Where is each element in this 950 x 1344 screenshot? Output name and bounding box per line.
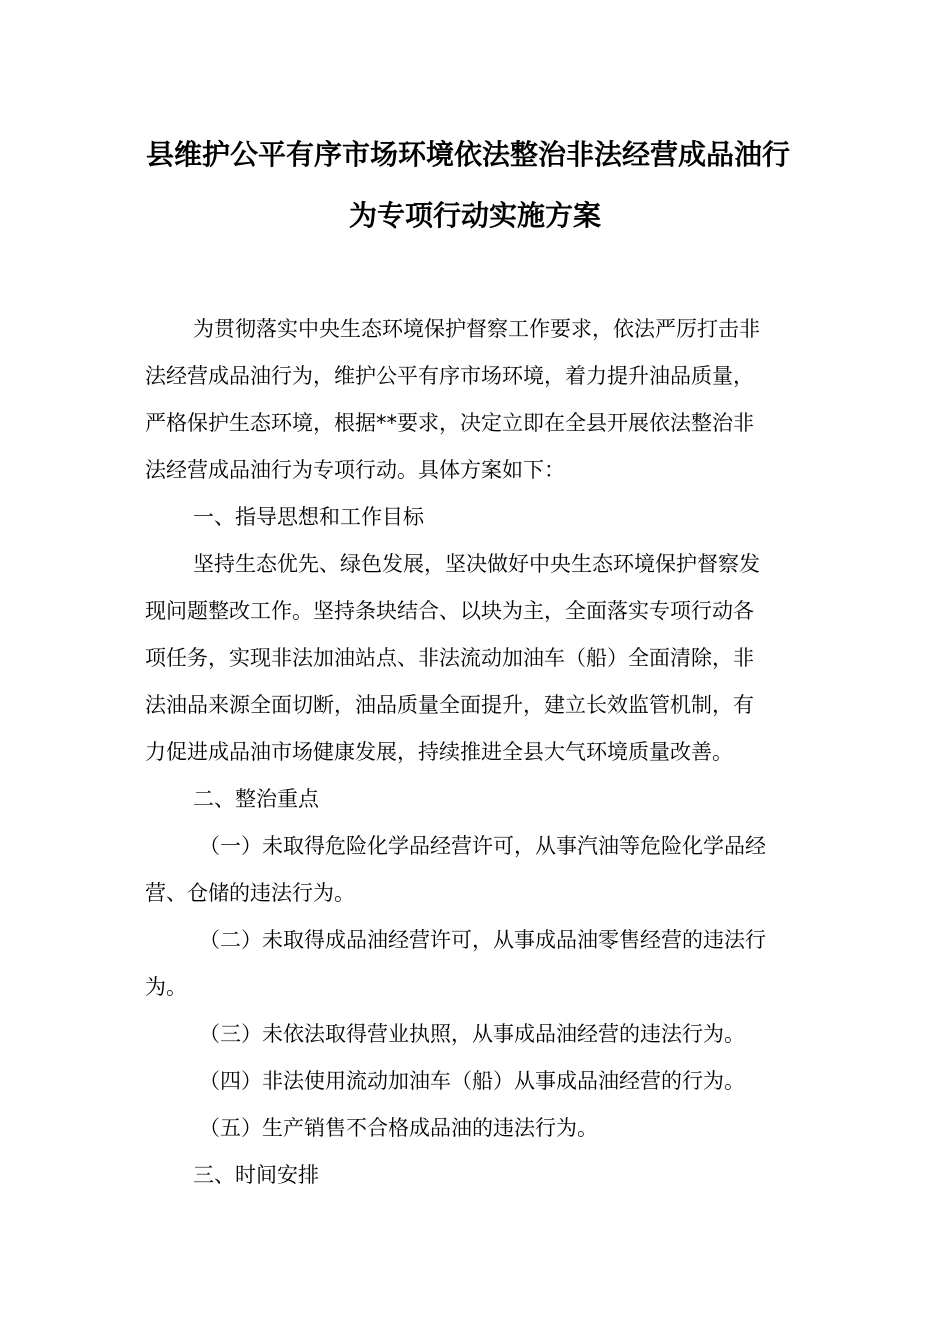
section-2-item-2-line-1: （二）未取得成品油经营许可，从事成品油零售经营的违法行: [199, 928, 766, 952]
intro-line-2: 法经营成品油行为，维护公平有序市场环境，着力提升油品质量，: [145, 364, 754, 388]
section-1-line-1: 坚持生态优先、绿色发展，坚决做好中央生态环境保护督察发: [193, 552, 760, 576]
section-1-line-3: 项任务，实现非法加油站点、非法流动加油车（船）全面清除，非: [145, 646, 754, 670]
document-title-line-1: 县维护公平有序市场环境依法整治非法经营成品油行: [146, 138, 791, 171]
intro-line-1: 为贯彻落实中央生态环境保护督察工作要求，依法严厉打击非: [193, 317, 760, 341]
section-2-item-3: （三）未依法取得营业执照，从事成品油经营的违法行为。: [199, 1022, 745, 1046]
section-2-item-5: （五）生产销售不合格成品油的违法行为。: [199, 1116, 598, 1140]
document-title-line-2: 为专项行动实施方案: [348, 199, 601, 232]
section-1-heading: 一、指导思想和工作目标: [193, 505, 424, 529]
section-2-item-1-line-2: 营、仓储的违法行为。: [145, 881, 355, 905]
intro-line-3: 严格保护生态环境，根据**要求，决定立即在全县开展依法整治非: [145, 411, 754, 435]
section-2-item-4: （四）非法使用流动加油车（船）从事成品油经营的行为。: [199, 1069, 745, 1093]
section-1-line-2: 现问题整改工作。坚持条块结合、以块为主，全面落实专项行动各: [145, 599, 754, 623]
section-1-line-5: 力促进成品油市场健康发展，持续推进全县大气环境质量改善。: [145, 740, 733, 764]
intro-line-4: 法经营成品油行为专项行动。具体方案如下：: [145, 458, 565, 482]
section-2-item-1-line-1: （一）未取得危险化学品经营许可，从事汽油等危险化学品经: [199, 834, 766, 858]
section-2-item-2-line-2: 为。: [145, 975, 187, 999]
section-1-line-4: 法油品来源全面切断，油品质量全面提升，建立长效监管机制，有: [145, 693, 754, 717]
section-3-heading: 三、时间安排: [193, 1163, 319, 1187]
section-2-heading: 二、整治重点: [193, 787, 319, 811]
